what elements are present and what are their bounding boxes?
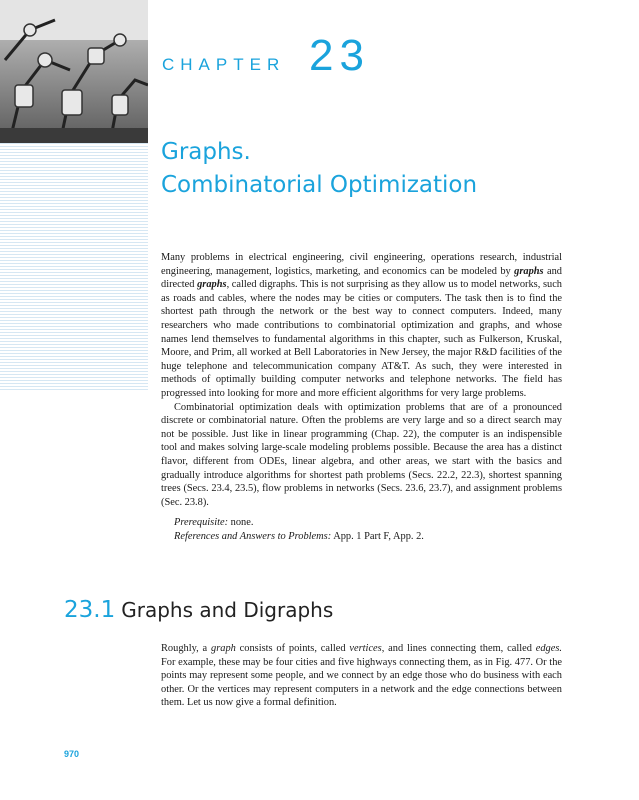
section-text: Roughly, a (161, 643, 212, 654)
chapter-title (161, 136, 477, 202)
chapter-label: CHAPTER (162, 55, 286, 74)
chapter-number: 23 (309, 31, 370, 80)
term-graphs: graphs (197, 279, 227, 291)
page-number: 970 (64, 749, 80, 759)
section-text: , and lines connecting them, called (381, 643, 536, 654)
term-graph: graph (211, 643, 236, 654)
chapter-intro (161, 251, 562, 543)
term-graphs: graphs (514, 265, 544, 277)
intro-paragraph-2: Combinatorial optimization deals with optimization problems that are of a pronounced discrete or combinatorial nature. Often the problems are very large and so a direct search may not be possible. Just like in linear programming (Chap. 22), the computer is an indispensible tool and makes solving large-scale modeling problems possible. Because the area has a distinct flavor, different from ODEs, linear algebra, and other areas, we start with the basics and gradually introduce algorithms for shortest path problems (Secs. 22.2, 22.3), shortest spanning trees (Secs. 23.4, 23.5), flow problems in networks (Secs. 23.6, 23.7), and assignment problems (Sec. 23.8). (161, 401, 562, 508)
references-label: References and Answers to Problems: (174, 530, 332, 542)
prerequisite-label: Prerequisite: (174, 517, 229, 529)
section-paragraph (161, 642, 562, 710)
section-text: For example, these may be four cities and five highways connecting them, as in Fig. 477. Or the points may represent some people, and we connect by an edge those who do business with each other. Or the vertices may represent computers in a network and the edge connections between them. Let us now give a formal definition. (161, 656, 562, 709)
section-title: Graphs and Digraphs (121, 598, 334, 622)
intro-text: , called digraphs. This is not surprising as they allow us to model networks, such as roads and cables, where the nodes may be cities or computers. The task then is to find the shortest path through the network or the best way to connect computers. Indeed, many researchers who made contributions to combinatorial optimization and graphs, and whose names lend themselves to fundamental algorithms in this chapter, such as Fulkerson, Kruskal, Moore, and Prim, all worked at Bell Laboratories in New Jersey, the major R&D facilities of the huge telephone and telecommunication company AT&T. As such, they were interested in methods of optimally building computer networks and telephone networks. The field has progressed into looking for more and more efficient algorithms for very large problems. (161, 279, 562, 399)
section-heading (64, 599, 333, 622)
prerequisite-line (161, 516, 562, 530)
industrial-robots-image (0, 0, 148, 143)
section-number: 23.1 (64, 597, 116, 623)
decorative-stripes (0, 143, 148, 390)
chapter-title-line2: Combinatorial Optimization (161, 172, 478, 198)
chapter-opener-photo (0, 0, 148, 143)
references-line (161, 530, 562, 544)
intro-text: and directed (161, 265, 562, 291)
term-vertices: vertices (349, 643, 382, 654)
chapter-title-line1: Graphs. (161, 139, 251, 165)
intro-text: Many problems in electrical engineering, civil engineering, operations research, industrial engineering, management, logistics, marketing, and economics can be modeled by (161, 252, 562, 277)
references-value: App. 1 Part F, App. 2. (331, 530, 424, 542)
prerequisite-value: none. (228, 517, 254, 529)
intro-paragraph-1 (161, 251, 562, 401)
section-text: consists of points, called (235, 643, 350, 654)
term-edges: edges. (535, 643, 563, 654)
